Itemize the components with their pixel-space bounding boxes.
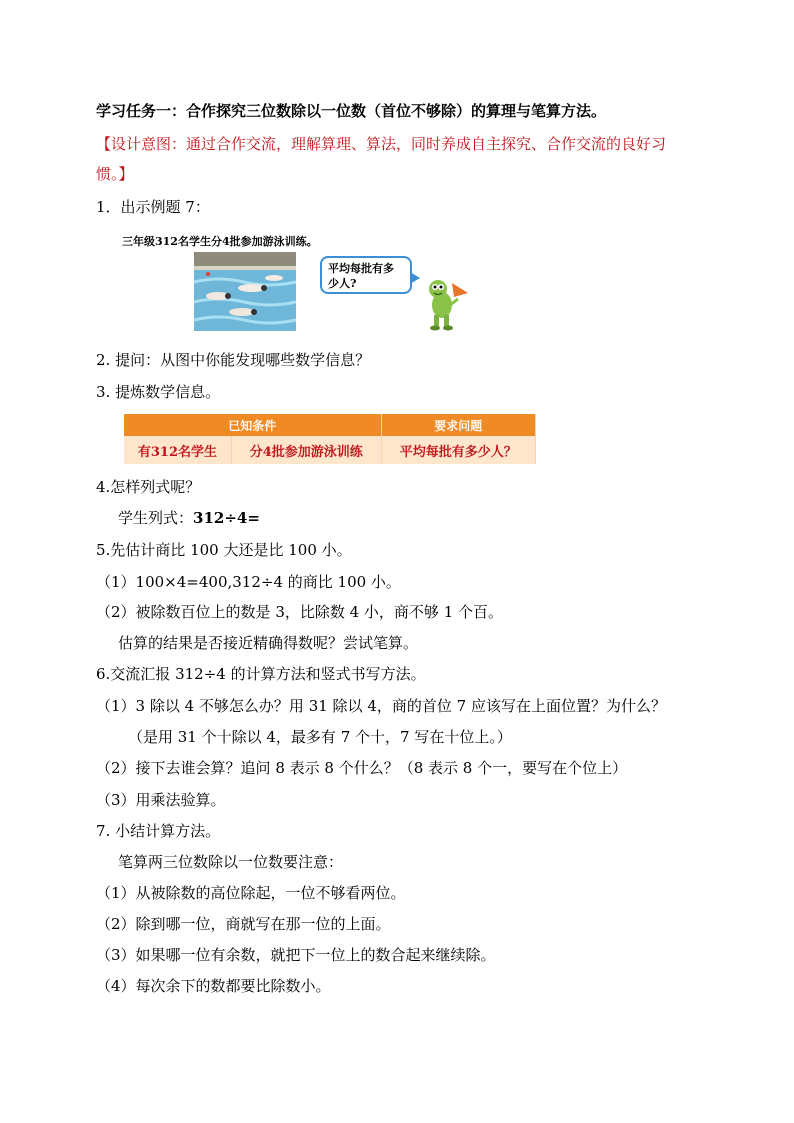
example-title: 三年级312名学生分4批参加游泳训练。	[122, 235, 318, 248]
step7-intro: 笔算两三位数除以一位数要注意：	[118, 853, 344, 871]
student-expression: 312÷4=	[193, 509, 260, 527]
info-table-cell-students: 有312名学生	[124, 436, 231, 464]
info-table-header-question: 要求问题	[381, 414, 535, 436]
student-expression-label: 学生列式：	[118, 509, 194, 527]
dinosaur-mascot-icon	[422, 275, 472, 333]
step4-text: 4.怎样列式呢？	[96, 478, 201, 496]
student-expression-row	[118, 508, 260, 528]
step6-item3: （3）用乘法验算。	[96, 791, 226, 809]
step6-item2: （2）接下去谁会算？追问 8 表示 8 个什么？（8 表示 8 个一，要写在个位上）	[96, 759, 628, 777]
design-intent-line1: 【设计意图：通过合作交流，理解算理、算法，同时养成自主探究、合作交流的良好习	[96, 135, 667, 153]
step7-item3: （3）如果哪一位有余数，就把下一位上的数合起来继续除。	[96, 946, 496, 964]
step3-text: 3. 提炼数学信息。	[96, 383, 221, 401]
task-heading: 学习任务一：合作探究三位数除以一位数（首位不够除）的算理与笔算方法。	[96, 102, 607, 120]
step7-item1: （1）从被除数的高位除起，一位不够看两位。	[96, 884, 406, 902]
speech-bubble-tail	[410, 272, 420, 284]
info-table-cell-batches: 分4批参加游泳训练	[231, 436, 381, 464]
info-table	[124, 414, 536, 464]
step1-text: 1．出示例题 7：	[96, 198, 210, 216]
info-table-header-row	[124, 414, 536, 436]
info-table-cell-question: 平均每批有多少人？	[381, 436, 535, 464]
step7-text: 7. 小结计算方法。	[96, 822, 221, 840]
step5-item1: （1）100×4=400,312÷4 的商比 100 小。	[96, 573, 401, 591]
step7-item2: （2）除到哪一位，商就写在那一位的上面。	[96, 915, 391, 933]
step2-text: 2. 提问：从图中你能发现哪些数学信息？	[96, 351, 371, 369]
info-table-header-known: 已知条件	[124, 414, 381, 436]
swimming-photo	[194, 252, 296, 331]
step6-item1: （1）3 除以 4 不够怎么办？用 31 除以 4，商的首位 7 应该写在上面位置？为什么？	[96, 697, 666, 715]
design-intent-line2: 惯。】	[96, 165, 134, 183]
step7-item4: （4）每次余下的数都要比除数小。	[96, 977, 331, 995]
step5-item2: （2）被除数百位上的数是 3，比除数 4 小，商不够 1 个百。	[96, 603, 504, 621]
step5-note: 估算的结果是否接近精确得数呢？尝试笔算。	[118, 634, 419, 652]
speech-bubble: 平均每批有多少人?	[320, 256, 412, 294]
step5-text: 5.先估计商比 100 大还是比 100 小。	[96, 541, 352, 559]
info-table-row	[124, 436, 536, 464]
step6-text: 6.交流汇报 312÷4 的计算方法和竖式书写方法。	[96, 665, 426, 683]
step6-item1-note: （是用 31 个十除以 4，最多有 7 个十，7 写在十位上。）	[128, 728, 512, 746]
